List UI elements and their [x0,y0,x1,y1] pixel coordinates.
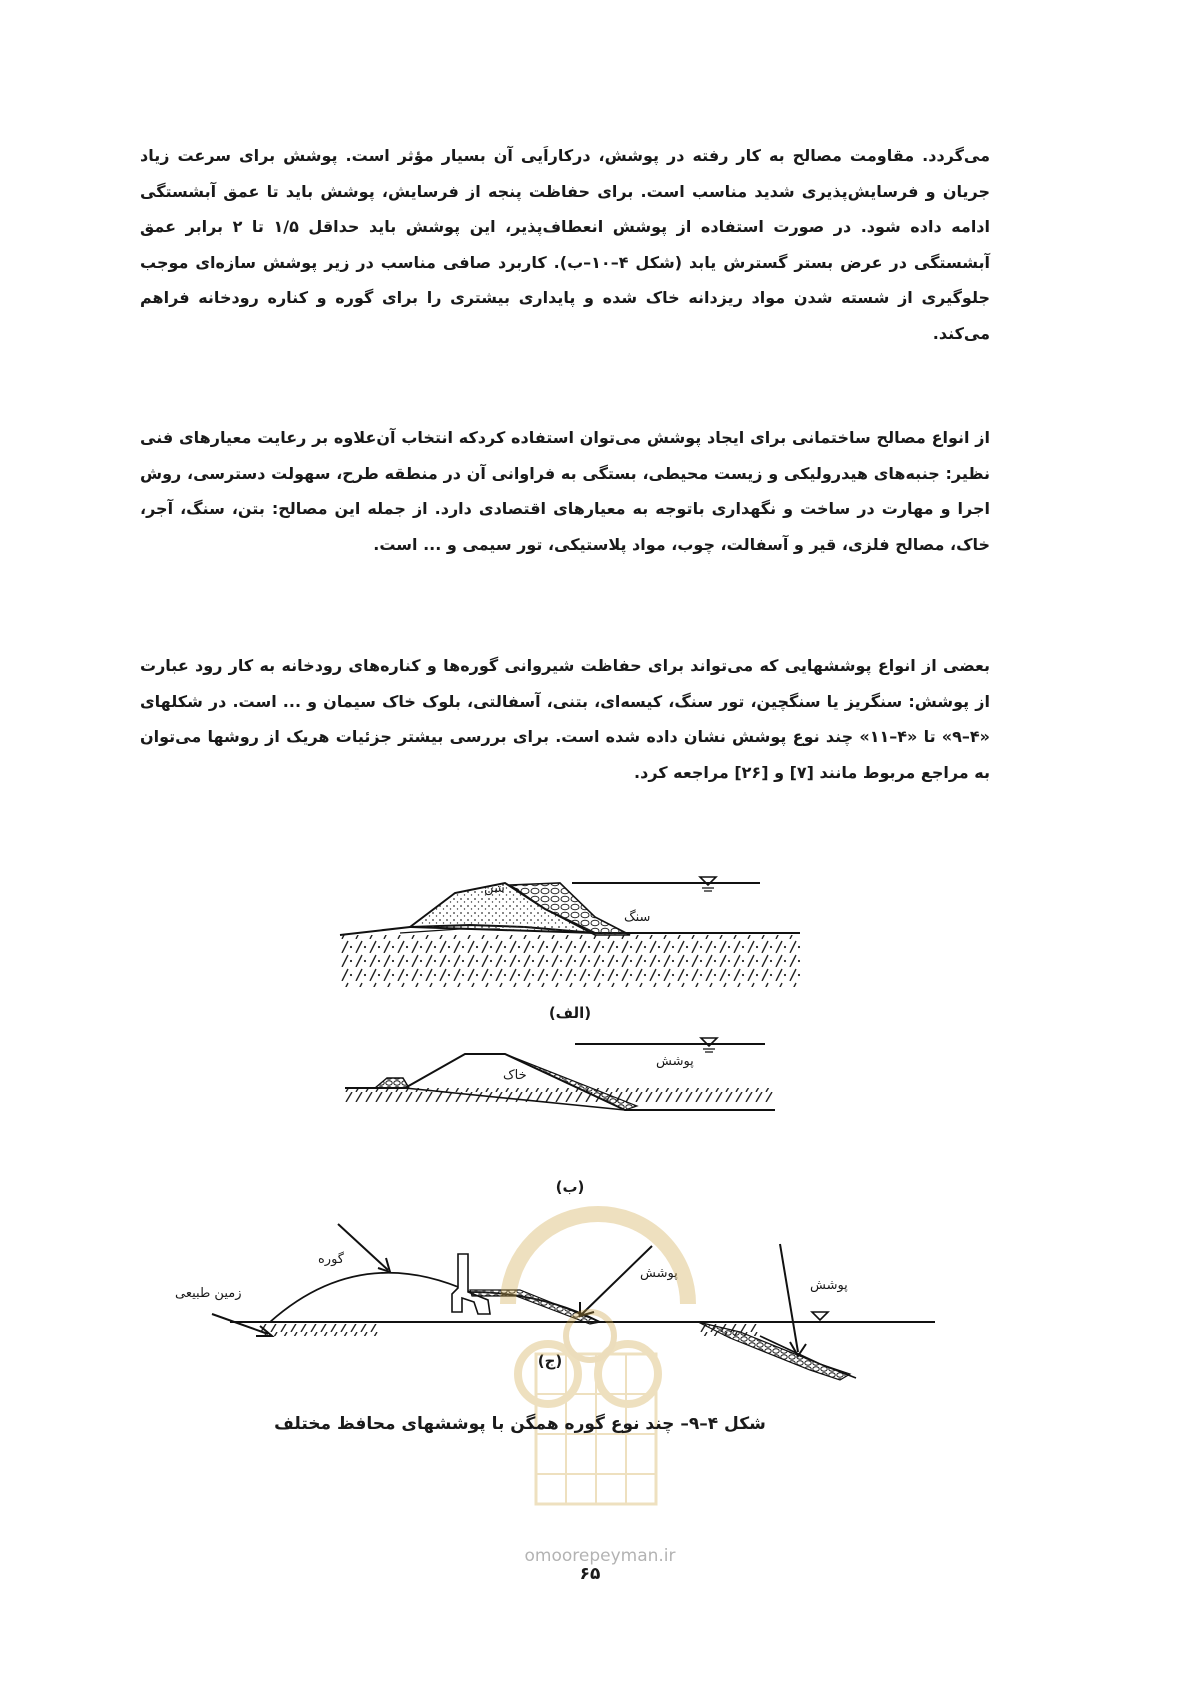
page-number: ۶۵ [579,1564,601,1584]
figure-b-cover-label: پوشش [656,1054,694,1069]
figure-a-stone-label: سنگ [624,910,651,925]
figure-a-gravel-label: شن [484,881,505,896]
figure-b-drawing [345,1032,815,1162]
paragraph-1: می‌گردد. مقاومت مصالح به کار رفته در پوشش، درکاراَیی آن بسیار مؤثر است. پوشش برای سرعت زیاد جریان و فرسایش‌پذیری شدید مناسب است. برای حفاظت پنجه از فرسایش، پوشش باید تا عمق آبشستگی ادامه داده شود. در صورت استفاده از پوشش انعطاف‌پذیر، این پوشش باید حداقل ۱/۵ تا ۲ برابر عمق آبشستگی در عرض بستر گسترش یابد (شکل ۴–۱۰–ب). کاربرد صافی مناسب در زیر پوشش سازه‌ای موجب جلوگیری از شسته شدن مواد ریزدانه خاک شده و پایداری بیشتری را برای گوره و کناره رودخانه فراهم می‌کند. [140,146,991,343]
figure-c-cover-1-label: پوشش [640,1266,678,1281]
figure-c-levee-label: گوره [318,1252,344,1267]
figure-c-cover-2-label: پوشش [810,1278,848,1293]
paragraph-3: بعضی از انواع پوششهایی که می‌تواند برای حفاظت شیروانی گوره‌ها و کناره‌های رودخانه به‌ کار رود عبارت از پوشش: سنگریز یا سنگچین، تور سنگ، کیسه‌ای، بتنی، آسفالتی، بلوک خاک سیمان و ... است. در شکلهای «۴–۹» تا «۴–۱۱» چند نوع پوشش نشان داده شده است. برای بررسی بیشتر جزئیات هریک از روشها می‌توان به مراجع مربوط مانند [۷] و [۲۶] مراجعه کرد. [140,656,991,782]
figure-b-soil-label: خاک [503,1068,527,1083]
watermark-logo [478,1204,710,1510]
figure-caption: شکل ۴–۹– چند نوع گوره همگن با پوششهای محافظ مختلف [274,1414,766,1434]
figure-a-label: (الف) [548,1004,592,1022]
figure-c-natural-ground-label: زمین طبیعی [175,1286,242,1301]
figure-b-label: (ب) [555,1178,585,1196]
paragraph-2: از انواع مصالح ساختمانی برای ایجاد پوشش می‌توان استفاده کردکه انتخاب آن‌علاوه بر رعایت معیارهای فنی نظیر: جنبه‌های هیدرولیکی و زیست محیطی، بستگی به فراوانی آن در منطقه طرح، سهولت دسترسی، روش اجرا و مهارت در ساخت و نگهداری باتوجه به معیارهای اقتصادی دارد. از جمله این مصالح: بتن، سنگ، آجر، خاک، مصالح فلزی، قیر و آسفالت، چوب، مواد پلاستیکی، تور سیمی و ... است. [140,428,990,554]
figure-a-drawing [340,855,810,990]
figure-c-label: (ج) [537,1352,563,1370]
watermark-url: omoorepeyman.ir [524,1546,676,1566]
